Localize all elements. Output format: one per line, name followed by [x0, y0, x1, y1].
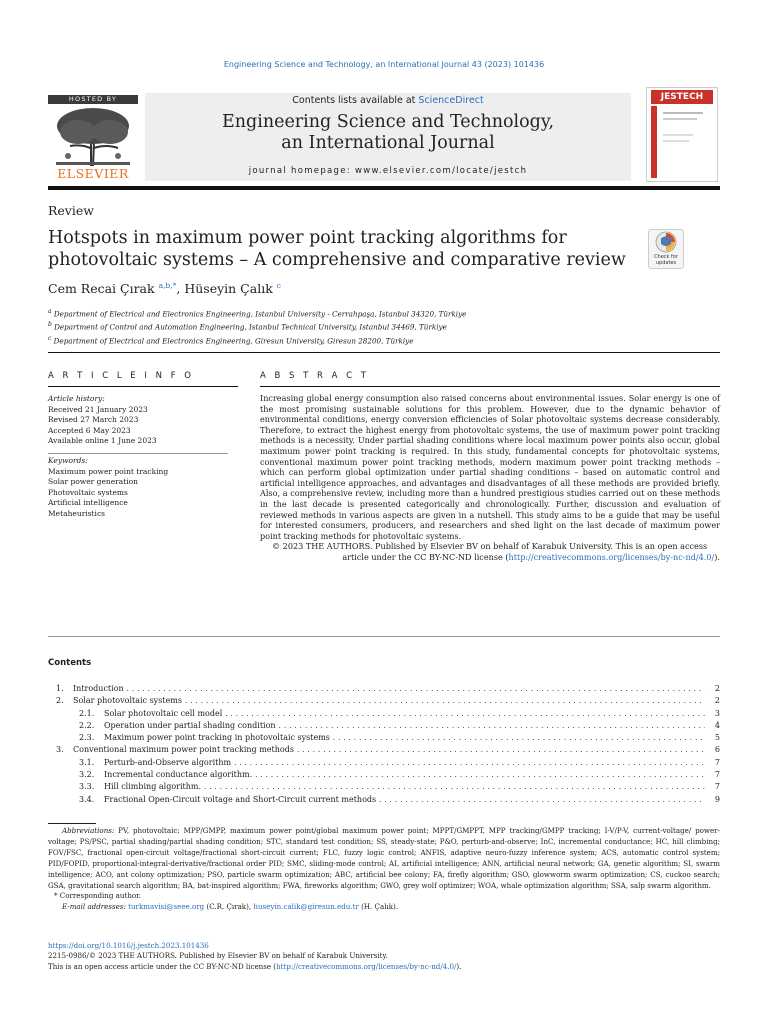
author-2[interactable]: Hüseyin Çalık: [184, 281, 273, 297]
toc-entry[interactable]: [48, 757, 720, 769]
history-accepted: Accepted 6 May 2023: [48, 425, 131, 435]
toc-title[interactable]: Hill climbing algorithm.: [104, 782, 202, 792]
journal-title: Engineering Science and Technology, an International Journal: [221, 112, 555, 153]
history-online: Available online 1 June 2023: [48, 436, 157, 445]
history-revised: Revised 27 March 2023: [48, 415, 139, 424]
history-label: Article history:: [48, 394, 105, 403]
affiliation-a: $^a$ Department of Electrical and Electronics Engineering, Istanbul University - Cerrahpaşa, Istanbul 34320, Türkiye: [48, 308, 467, 319]
cover-label: JESTECH: [651, 90, 713, 104]
bottom-info: [48, 941, 720, 972]
keywords-label: Keywords:: [48, 456, 88, 466]
table-of-contents: [48, 683, 720, 806]
contents-available: Contents lists available at ScienceDirect: [292, 95, 484, 106]
toc-title[interactable]: Incremental conductance algorithm.: [104, 770, 253, 780]
author-1-affil[interactable]: a,b,*: [158, 281, 177, 290]
toc-leader: [204, 781, 705, 793]
abstract: [260, 393, 720, 563]
article-info-heading: A R T I C L E I N F O: [48, 371, 194, 381]
email-link-1[interactable]: turkmavisi@seee.org: [128, 902, 205, 912]
keyword: Photovoltaic systems: [48, 487, 128, 497]
email-addresses: E-mail addresses: turkmavisi@seee.org (C.R. Çırak), huseyin.calik@giresun.edu.tr (H. Çalık).: [62, 902, 399, 912]
check-updates-label: Check for updates: [654, 254, 678, 266]
toc-leader: [127, 683, 705, 695]
toc-leader: [333, 732, 705, 744]
toc-entry[interactable]: [48, 732, 720, 744]
toc-title[interactable]: Solar photovoltaic systems: [73, 696, 182, 706]
journal-homepage: journal homepage: www.elsevier.com/locate/jestch: [248, 166, 528, 176]
toc-entry[interactable]: [48, 708, 720, 720]
toc-page-number[interactable]: 7: [714, 782, 720, 792]
toc-entry[interactable]: [48, 781, 720, 793]
toc-page-number[interactable]: 2: [714, 696, 720, 706]
abstract-text: Increasing global energy consumption also raised concerns about environmental issues. Solar energy is one of the most promising sustainable solutions for this problem. However, due to the dynamic behavior of environmental conditions, energy conversion efficiencies of Solar photovoltaic systems decrease considerably. Therefore, to extract the highest energy from photovoltaic systems, the use of maximum power point tracking methods is a necessity. Under partial shading conditions where local maximum power points also occur, global maximum power point tracking is required. In this study, fundamental concepts for photovoltaic systems, conventional maximum power point tracking methods, modern maximum power point tracking methods – which can perform global optimization under partial shading conditions – based on automatic control and artificial intelligence approaches, and advantages and disadvantages of all these methods are provided briefly. Also, a comprehensive review, including more than a hundred prestigious studies carried out on these methods in the last decade is presented categorically and chronologically. Further, discussion and evaluation of reviewed methods in various aspects are given in a nutshell. This study aims to be a guide that may be useful for interested consumers, producers, and researchers and shed light on the last decade of maximum power point tracking methods for photovoltaic systems.: [260, 393, 720, 541]
toc-page-number[interactable]: 5: [714, 733, 720, 743]
toc-page-number[interactable]: 7: [714, 757, 720, 767]
elsevier-logo[interactable]: [48, 104, 138, 182]
authors: Cem Recai Çırak $^{a,b,*}$, Hüseyin Çalık $^c$: [48, 281, 281, 297]
toc-leader: [379, 794, 705, 806]
toc-number: 2.1.: [79, 708, 95, 718]
toc-entry[interactable]: [48, 695, 720, 707]
oa-license-link[interactable]: http://creativecommons.org/licenses/by-nc-nd/4.0/: [276, 961, 457, 971]
author-2-affil[interactable]: c: [276, 281, 281, 290]
article-type: Review: [48, 203, 94, 218]
toc-title[interactable]: Introduction: [73, 684, 124, 693]
corresponding-author: * Corresponding author.: [54, 891, 142, 901]
toc-page-number[interactable]: 3: [714, 708, 720, 718]
keyword: Artificial intelligence: [48, 498, 128, 508]
toc-entry[interactable]: [48, 744, 720, 756]
copyright-line: © 2023 THE AUTHORS. Published by Elsevier BV on behalf of Karabuk University. This is an open access: [272, 541, 708, 552]
abstract-bottom-rule: [48, 636, 720, 637]
toc-leader: [297, 744, 705, 756]
toc-page-number[interactable]: 7: [714, 770, 720, 780]
toc-number: 2.3.: [79, 733, 95, 743]
toc-title[interactable]: Fractional Open-Circuit voltage and Short-Circuit current methods: [104, 794, 377, 804]
journal-reference-link[interactable]: Engineering Science and Technology, an International Journal 43 (2023) 101436: [223, 60, 545, 69]
check-for-updates-button[interactable]: [648, 229, 684, 269]
toc-entry[interactable]: [48, 794, 720, 806]
toc-number: 2.2.: [79, 720, 95, 730]
footnotes: [48, 826, 720, 913]
toc-page-number[interactable]: 6: [714, 745, 720, 755]
toc-page-number[interactable]: 4: [714, 720, 720, 730]
doi-link[interactable]: https://doi.org/10.1016/j.jestch.2023.101436: [48, 941, 209, 950]
affiliation-c: $^c$ Department of Electrical and Electronics Engineering, Giresun University, Giresun 28200, Türkiye: [48, 334, 414, 346]
sciencedirect-link[interactable]: ScienceDirect: [418, 95, 484, 106]
toc-page-number[interactable]: 9: [714, 794, 720, 804]
toc-leader: [185, 695, 705, 707]
toc-title[interactable]: Solar photovoltaic cell model: [104, 708, 223, 718]
article-info: [48, 394, 228, 519]
toc-number: 2.: [56, 696, 64, 706]
issn-line: 2215-0986/© 2023 THE AUTHORS. Published by Elsevier BV on behalf of Karabuk University.: [48, 951, 388, 961]
toc-number: 3.1.: [79, 757, 95, 767]
toc-leader: [234, 757, 705, 769]
check-updates-icon: [649, 230, 683, 254]
keyword: Metaheuristics: [48, 508, 105, 518]
toc-leader: [279, 720, 705, 732]
abstract-heading: A B S T R A C T: [260, 371, 369, 381]
author-1[interactable]: Cem Recai Çırak: [48, 281, 155, 297]
abbreviations: Abbreviations: PV, photovoltaic; MPP/GMPP, maximum power point/global maximum power point; MPPT/GMPPT, MPP tracking/GMPP tracking; I-V/P-V, current-voltage/ power-voltage; PS/PSC, partial shading/partial shading condition; STC, standard test condition; SS, steady-state; P&O, perturb-and-observe; InC, incremental conductance; HC, hill climbing; FOV/FSC, fractional open-circuit voltage/fractional short-circuit current; FLC, fuzzy logic control; ANFIS, adaptive neuro-fuzzy inference system; ACS, automatic control system; PID/FOPID, proportional-integral-derivative/fractional order PID; SMC, sliding-mode control; AI, artificial intelligence; ANN, artificial neural network; GA, genetic algorithm; SI, swarm intelligence; ACO, ant colony optimization; PSO, particle swarm optimization; ABC, artificial bee colony; FA, firefly algorithm; GSO, glowworm swarm optimization; CS, cuckoo search; GSA, gravitational search algorithm; BA, bat-inspired algorithm; FWA, fireworks algorithm; GWO, grey wolf optimizer; WOA, whale optimization algorithm; SSA, salp swarm algorithm.: [48, 826, 720, 890]
toc-number: 3.2.: [79, 770, 95, 780]
license-line: article under the CC BY-NC-ND license (http://creativecommons.org/licenses/by-nc-nd/4.0/).: [342, 551, 720, 562]
journal-cover-thumbnail[interactable]: [646, 87, 718, 182]
history-received: Received 21 January 2023: [48, 404, 148, 414]
toc-leader: [225, 708, 705, 720]
affiliation-rule: [48, 352, 720, 353]
article-info-rule: [48, 386, 238, 387]
toc-page-number[interactable]: 2: [714, 684, 720, 693]
toc-title[interactable]: Conventional maximum power point tracking methods: [73, 745, 294, 755]
license-link[interactable]: http://creativecommons.org/licenses/by-nc-nd/4.0/: [508, 551, 715, 562]
open-access-line: This is an open access article under the CC BY-NC-ND license (http://creativecommons.org/licenses/by-nc-nd/4.0/).: [48, 961, 462, 971]
toc-entry[interactable]: [48, 720, 720, 732]
toc-number: 3.: [56, 745, 64, 755]
affiliations: [48, 306, 466, 346]
email-link-2[interactable]: huseyin.calik@giresun.edu.tr: [253, 902, 359, 912]
corresponding-star: *: [172, 281, 177, 290]
toc-entry[interactable]: [48, 683, 720, 695]
toc-number: 3.3.: [79, 782, 95, 792]
header-rule: [48, 186, 720, 190]
keyword: Maximum power point tracking: [48, 466, 169, 476]
toc-title[interactable]: Maximum power point tracking in photovoltaic systems: [104, 733, 330, 743]
toc-entry[interactable]: [48, 769, 720, 781]
abstract-rule: [260, 386, 720, 387]
article-title: Hotspots in maximum power point tracking algorithms for photovoltaic systems – A comprehensive and comparative review: [48, 228, 626, 270]
hosted-by-label: HOSTED BY: [48, 95, 138, 104]
toc-number: 3.4.: [79, 794, 95, 804]
affiliation-b: $^b$ Department of Control and Automation Engineering, Istanbul Technical University, Istanbul 34469, Türkiye: [48, 321, 447, 332]
toc-title[interactable]: Perturb-and-Observe algorithm: [104, 757, 232, 767]
keyword: Solar power generation: [48, 477, 138, 487]
footnote-rule: [48, 823, 96, 824]
contents-heading: Contents: [48, 658, 92, 668]
toc-number: 1.: [56, 684, 64, 693]
toc-leader: [255, 769, 705, 781]
homepage-url[interactable]: www.elsevier.com/locate/jestch: [354, 166, 528, 176]
toc-title[interactable]: Operation under partial shading condition: [104, 720, 276, 730]
elsevier-wordmark: ELSEVIER: [57, 166, 129, 181]
